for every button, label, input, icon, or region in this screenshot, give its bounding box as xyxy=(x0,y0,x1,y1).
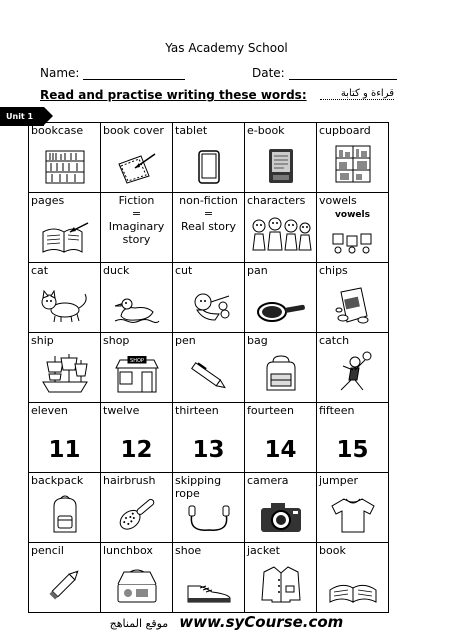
vocab-cell xyxy=(173,333,245,403)
vocab-cell xyxy=(101,473,173,543)
vocab-word: fourteen xyxy=(247,404,294,417)
vocab-word: shop xyxy=(103,334,130,347)
vocab-word: tablet xyxy=(175,124,208,137)
vocab-word: pan xyxy=(247,264,268,277)
vocab-word: jacket xyxy=(247,544,280,557)
vocab-cell xyxy=(173,123,245,193)
tablet-icon xyxy=(173,150,244,188)
bag-icon xyxy=(245,354,316,398)
vowels-icon xyxy=(317,210,388,258)
vocab-word: vowels xyxy=(319,194,357,207)
grid-row xyxy=(29,473,389,543)
footer-arabic: موقع المناهج xyxy=(109,617,169,630)
vocab-cell xyxy=(173,543,245,613)
vocab-cell xyxy=(317,193,389,263)
vocab-word: thirteen xyxy=(175,404,219,417)
vocab-word: hairbrush xyxy=(103,474,156,487)
number-figure: 15 xyxy=(336,437,369,463)
footer-site: www.syCourse.com xyxy=(179,613,344,631)
vocab-cell xyxy=(101,403,173,473)
book-icon xyxy=(317,574,388,608)
vocab-cell xyxy=(29,193,101,263)
grid-row xyxy=(29,403,389,473)
book-cover-icon xyxy=(101,150,172,188)
vocab-cell xyxy=(173,193,245,263)
hairbrush-icon xyxy=(101,494,172,538)
vocab-word: characters xyxy=(247,194,306,207)
vocab-cell xyxy=(101,333,173,403)
jacket-icon xyxy=(245,564,316,608)
vocabulary-grid xyxy=(28,122,389,613)
vocab-cell xyxy=(101,123,173,193)
vocab-word: pages xyxy=(31,194,65,207)
vocab-cell xyxy=(29,403,101,473)
grid-row xyxy=(29,543,389,613)
cat-icon xyxy=(29,290,100,328)
open-book-icon xyxy=(29,222,100,258)
vocab-word: bookcase xyxy=(31,124,84,137)
vocab-cell xyxy=(245,403,317,473)
vocab-word: book cover xyxy=(103,124,164,137)
duck-icon xyxy=(101,294,172,328)
vocab-cell xyxy=(245,263,317,333)
pen-icon xyxy=(173,360,244,398)
vocab-word: e-book xyxy=(247,124,285,137)
shoe-icon xyxy=(173,574,244,608)
name-field[interactable] xyxy=(40,66,185,80)
vocab-cell xyxy=(245,193,317,263)
vocab-cell xyxy=(173,473,245,543)
vocab-cell xyxy=(101,193,173,263)
vocab-word: ship xyxy=(31,334,54,347)
grid-row xyxy=(29,263,389,333)
ebook-reader-icon xyxy=(245,148,316,188)
skipping-rope-icon xyxy=(173,504,244,538)
vocab-word: bag xyxy=(247,334,268,347)
definition-line: Fiction xyxy=(118,194,155,207)
definition-line: = xyxy=(131,207,142,220)
vocab-cell xyxy=(317,473,389,543)
number-figure: 11 xyxy=(48,437,81,463)
definition-line: non-fiction xyxy=(179,194,238,207)
ship-icon xyxy=(29,352,100,398)
vocab-cell xyxy=(317,543,389,613)
lunchbox-icon xyxy=(101,568,172,608)
vocab-word: skipping rope xyxy=(175,474,222,500)
grid-row xyxy=(29,333,389,403)
vocab-word: chips xyxy=(319,264,348,277)
shop-sign-text: SHOP xyxy=(129,358,144,364)
unit-badge: Unit 1 xyxy=(0,107,44,126)
vocab-word: pen xyxy=(175,334,196,347)
arabic-instruction: قراءة و كتابة xyxy=(320,88,394,100)
vocab-word: camera xyxy=(247,474,289,487)
name-line[interactable] xyxy=(83,67,185,80)
number-figure: 12 xyxy=(120,437,153,463)
vocab-word: cupboard xyxy=(319,124,371,137)
date-field[interactable] xyxy=(252,66,397,80)
cupboard-icon xyxy=(317,144,388,188)
vocab-cell xyxy=(245,473,317,543)
vocab-cell xyxy=(245,123,317,193)
vocab-cell xyxy=(29,263,101,333)
instruction: Read and practise writing these words: xyxy=(40,88,307,102)
vocab-word: book xyxy=(319,544,346,557)
number-figure: 13 xyxy=(192,437,225,463)
vocab-cell xyxy=(245,543,317,613)
shop-icon xyxy=(101,356,172,398)
vocab-word: jumper xyxy=(319,474,359,487)
vocab-cell xyxy=(29,543,101,613)
vocab-word: shoe xyxy=(175,544,202,557)
school-name: Yas Academy School xyxy=(165,41,288,55)
vocab-word: duck xyxy=(103,264,130,277)
vocab-word: backpack xyxy=(31,474,84,487)
backpack-icon xyxy=(29,494,100,538)
vocab-cell xyxy=(173,263,245,333)
characters-icon xyxy=(245,214,316,258)
vocab-cell xyxy=(173,403,245,473)
vocab-cell xyxy=(101,543,173,613)
vowels-picture-text: vowels xyxy=(335,210,370,220)
vocab-cell xyxy=(317,403,389,473)
jumper-icon xyxy=(317,496,388,538)
vocab-word: cat xyxy=(31,264,49,277)
vocab-cell xyxy=(317,263,389,333)
vocab-word: eleven xyxy=(31,404,68,417)
date-line[interactable] xyxy=(289,67,397,80)
vocab-cell xyxy=(29,123,101,193)
vocab-word: catch xyxy=(319,334,350,347)
chips-bag-icon xyxy=(317,286,388,328)
frying-pan-icon xyxy=(245,298,316,328)
vocab-cell xyxy=(317,123,389,193)
definition-line: Imaginary xyxy=(108,220,165,233)
vocab-word: fifteen xyxy=(319,404,355,417)
vocab-cell xyxy=(317,333,389,403)
vocab-word: pencil xyxy=(31,544,64,557)
footer xyxy=(0,612,453,631)
vocab-cell xyxy=(245,333,317,403)
name-label: Name: xyxy=(40,66,80,80)
definition-line: = xyxy=(203,207,214,220)
catch-ball-icon xyxy=(317,350,388,398)
definition-line: Real story xyxy=(180,220,237,233)
definition-line: story xyxy=(122,233,151,246)
grid-row xyxy=(29,193,389,263)
number-figure: 14 xyxy=(264,437,297,463)
pencil-icon xyxy=(29,564,100,608)
date-label: Date: xyxy=(252,66,285,80)
scissors-icon xyxy=(173,290,244,328)
vocab-cell xyxy=(29,473,101,543)
vocab-cell xyxy=(101,263,173,333)
vocab-word: cut xyxy=(175,264,193,277)
grid-row xyxy=(29,123,389,193)
vocab-word: lunchbox xyxy=(103,544,153,557)
vocab-cell xyxy=(29,333,101,403)
bookcase-icon xyxy=(29,150,100,188)
camera-icon xyxy=(245,500,316,538)
vocab-word: twelve xyxy=(103,404,140,417)
